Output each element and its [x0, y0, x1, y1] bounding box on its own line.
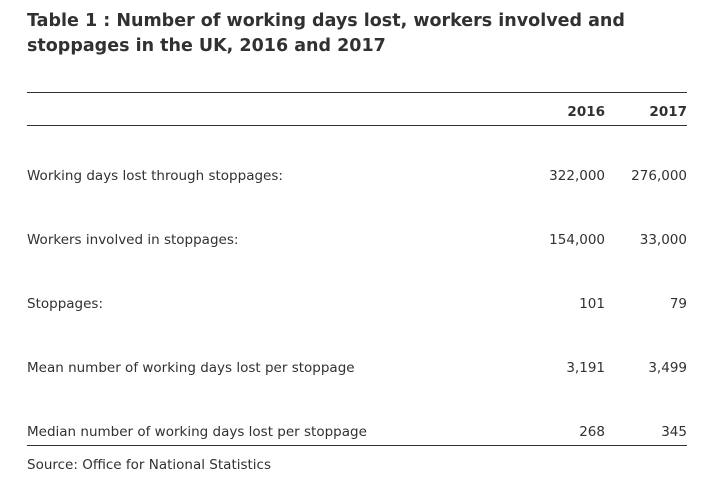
cell-workers-involved-2016: 154,000 — [549, 232, 605, 248]
row-label-mean-days-lost: Mean number of working days lost per stoppage — [27, 360, 355, 376]
row-label-median-days-lost: Median number of working days lost per stoppage — [27, 424, 367, 440]
cell-workers-involved-2017: 33,000 — [639, 232, 687, 248]
cell-mean-days-lost-2016: 3,191 — [566, 360, 605, 376]
table-top-rule — [27, 92, 687, 93]
cell-median-days-lost-2017: 345 — [661, 424, 687, 440]
cell-median-days-lost-2016: 268 — [579, 424, 605, 440]
cell-working-days-lost-2016: 322,000 — [549, 168, 605, 184]
source-note: Source: Office for National Statistics — [27, 457, 272, 473]
table-bottom-rule — [27, 445, 687, 446]
table-header-rule — [27, 125, 687, 126]
row-label-workers-involved: Workers involved in stoppages: — [27, 232, 239, 248]
cell-stoppages-2016: 101 — [579, 296, 605, 312]
row-label-stoppages: Stoppages: — [27, 296, 103, 312]
cell-mean-days-lost-2017: 3,499 — [648, 360, 687, 376]
cell-stoppages-2017: 79 — [669, 296, 687, 312]
row-label-working-days-lost: Working days lost through stoppages: — [27, 168, 283, 184]
table-title: Table 1 : Number of working days lost, workers involved and stoppages in the UK, 2016 and 2017 — [27, 11, 625, 56]
cell-working-days-lost-2017: 276,000 — [631, 168, 687, 184]
column-header-2016: 2016 — [567, 104, 605, 120]
column-header-2017: 2017 — [649, 104, 687, 120]
